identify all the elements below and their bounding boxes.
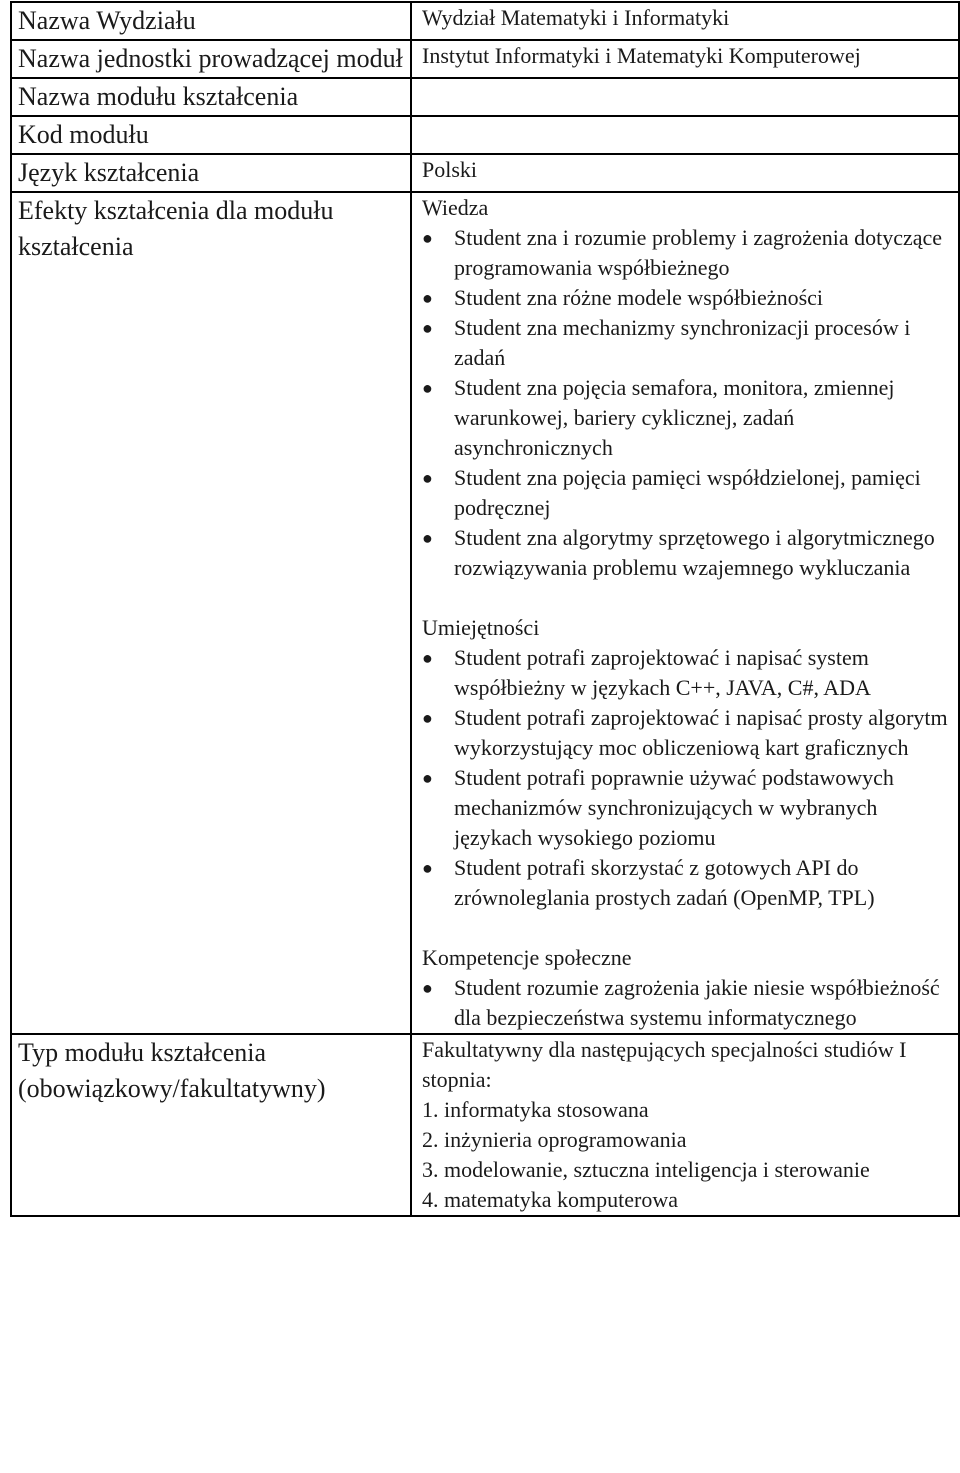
list-item: ● Student potrafi poprawnie używać podstawowych mechanizmów synchronizujących w wybranych językach wysokiego poziomu xyxy=(422,765,894,850)
label-kod: Kod modułu xyxy=(11,116,411,154)
list-kompetencje xyxy=(422,973,954,1033)
label-jezyk: Język kształcenia xyxy=(11,154,411,192)
label-typ: Typ modułu kształcenia (obowiązkowy/fakultatywny) xyxy=(11,1034,411,1216)
list-wiedza xyxy=(422,223,954,583)
list-item: ● Student zna pojęcia pamięci współdzielonej, pamięci podręcznej xyxy=(422,465,921,520)
typ-intro: Fakultatywny dla następujących specjalności studiów I stopnia: xyxy=(422,1037,907,1092)
value-jednostka: Instytut Informatyki i Matematyki Komputerowej xyxy=(411,40,959,78)
list-item: ● Student zna mechanizmy synchronizacji procesów i zadań xyxy=(422,315,911,370)
row-kod xyxy=(11,116,959,154)
bullet-icon: ● xyxy=(422,288,433,308)
list-item: ● Student potrafi skorzystać z gotowych API do zrównoleglania prostych zadań (OpenMP, TPL) xyxy=(422,855,875,910)
value-wydzial: Wydział Matematyki i Informatyki xyxy=(411,2,959,40)
value-typ xyxy=(411,1034,959,1216)
bullet-icon: ● xyxy=(422,528,433,548)
bullet-icon: ● xyxy=(422,768,433,788)
module-description-table xyxy=(10,1,960,1217)
list-umiejetnosci xyxy=(422,643,954,913)
list-item: ● Student zna różne modele współbieżności xyxy=(422,283,954,313)
bullet-icon: ● xyxy=(422,378,433,398)
section-wiedza xyxy=(422,193,954,583)
label-jednostka: Nazwa jednostki prowadzącej moduł xyxy=(11,40,411,78)
bullet-icon: ● xyxy=(422,318,433,338)
section-title-wiedza: Wiedza xyxy=(422,195,489,220)
row-typ xyxy=(11,1034,959,1216)
specialization-item: 1. informatyka stosowana xyxy=(422,1097,649,1122)
value-kod xyxy=(411,116,959,154)
row-nazwa-modulu xyxy=(11,78,959,116)
row-efekty xyxy=(11,192,959,1034)
section-title-umiejetnosci: Umiejętności xyxy=(422,615,540,640)
value-jezyk: Polski xyxy=(411,154,959,192)
section-kompetencje xyxy=(422,943,954,1033)
bullet-icon: ● xyxy=(422,708,433,728)
label-wydzial: Nazwa Wydziału xyxy=(11,2,411,40)
list-item: ● Student potrafi zaprojektować i napisać prosty algorytm wykorzystujący moc obliczeniową kart graficznych xyxy=(422,705,948,760)
list-item: ● Student zna pojęcia semafora, monitora, zmiennej warunkowej, bariery cyklicznej, zadań asynchronicznych xyxy=(422,375,895,460)
bullet-icon: ● xyxy=(422,468,433,488)
bullet-icon: ● xyxy=(422,978,433,998)
specialization-item: 2. inżynieria oprogramowania xyxy=(422,1127,687,1152)
list-item: ● Student zna algorytmy sprzętowego i algorytmicznego rozwiązywania problemu wzajemnego wykluczania xyxy=(422,525,935,580)
row-wydzial xyxy=(11,2,959,40)
bullet-icon: ● xyxy=(422,858,433,878)
label-efekty: Efekty kształcenia dla modułu kształcenia xyxy=(11,192,411,1034)
bullet-icon: ● xyxy=(422,228,433,248)
value-efekty xyxy=(411,192,959,1034)
specialization-item: 3. modelowanie, sztuczna inteligencja i sterowanie xyxy=(422,1157,870,1182)
row-jednostka xyxy=(11,40,959,78)
section-title-kompetencje: Kompetencje społeczne xyxy=(422,945,632,970)
list-item: ● Student zna i rozumie problemy i zagrożenia dotyczące programowania współbieżnego xyxy=(422,225,943,280)
bullet-icon: ● xyxy=(422,648,433,668)
list-item: ● Student potrafi zaprojektować i napisać system współbieżny w językach C++, JAVA, C#, ADA xyxy=(422,645,871,700)
section-umiejetnosci xyxy=(422,613,954,913)
specialization-item: 4. matematyka komputerowa xyxy=(422,1187,678,1212)
label-nazwa-modulu: Nazwa modułu kształcenia xyxy=(11,78,411,116)
row-jezyk xyxy=(11,154,959,192)
value-nazwa-modulu xyxy=(411,78,959,116)
list-item: ● Student rozumie zagrożenia jakie niesie współbieżność dla bezpieczeństwa systemu informatycznego xyxy=(422,975,940,1030)
